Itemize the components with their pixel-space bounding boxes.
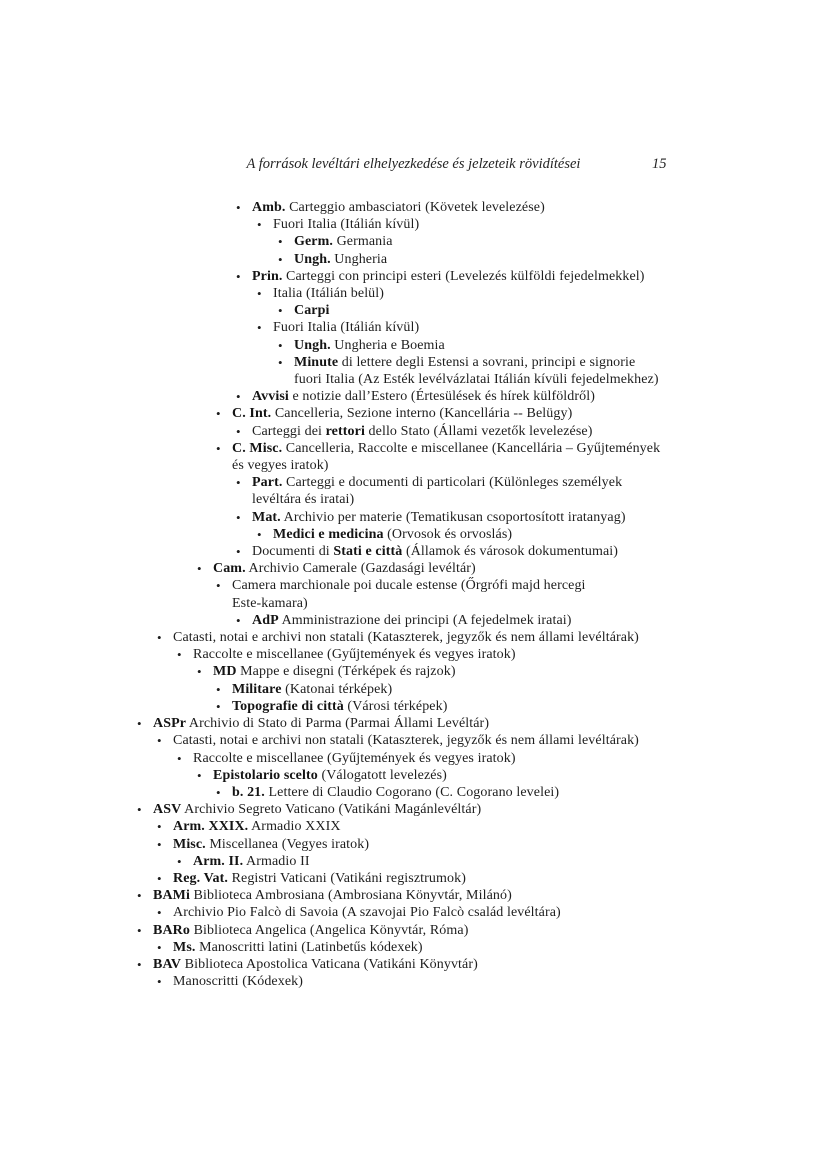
list-item	[0, 199, 827, 216]
list-item	[0, 560, 827, 577]
list-item-line: Este-kamara)	[232, 595, 308, 611]
list-item-line: Ungh. Ungheria	[294, 251, 388, 267]
bullet-icon: •	[177, 647, 182, 663]
bullet-icon: •	[137, 802, 142, 818]
list-item	[0, 732, 827, 749]
list-item	[0, 836, 827, 853]
bullet-icon: •	[236, 509, 241, 525]
list-item-line: ASPr Archivio di Stato di Parma (Parmai Állami Levéltár)	[153, 716, 490, 732]
list-item	[0, 956, 827, 973]
list-item	[0, 251, 827, 268]
list-item-line: Amb. Carteggio ambasciatori (Követek levelezése)	[252, 200, 545, 215]
list-item	[0, 767, 827, 784]
list-item	[0, 405, 827, 422]
list-item-line: Fuori Italia (Itálián kívül)	[273, 320, 420, 336]
list-item	[0, 526, 827, 543]
list-item-line: Carteggi dei rettori dello Stato (Állami vezetők levelezése)	[252, 423, 593, 439]
bullet-icon: •	[157, 630, 162, 646]
bullet-icon: •	[216, 578, 221, 594]
bullet-icon: •	[157, 939, 162, 955]
list-item	[0, 612, 827, 629]
bullet-icon: •	[278, 337, 283, 353]
list-item	[0, 354, 827, 388]
list-item-line: Avvisi e notizie dall’Estero (Értesülések és hírek külföldről)	[252, 389, 596, 405]
list-item-line: Catasti, notai e archivi non statali (Kataszterek, jegyzők és nem állami levéltárak)	[173, 630, 639, 646]
list-item-line: levéltára és iratai)	[252, 492, 355, 508]
bullet-icon: •	[278, 303, 283, 319]
bullet-icon: •	[137, 716, 142, 732]
list-item-line: BAV Biblioteca Apostolica Vaticana (Vatikáni Könyvtár)	[153, 956, 478, 972]
bullet-icon: •	[157, 974, 162, 990]
list-item-line: és vegyes iratok)	[232, 458, 329, 474]
list-item-line: Ms. Manoscritti latini (Latinbetűs kódexek)	[173, 939, 423, 955]
bullet-icon: •	[157, 870, 162, 886]
list-item	[0, 904, 827, 921]
list-item-line: ASV Archivio Segreto Vaticano (Vatikáni Magánlevéltár)	[153, 802, 482, 818]
bullet-icon: •	[137, 922, 142, 938]
bullet-icon: •	[236, 544, 241, 560]
list-item-line: Reg. Vat. Registri Vaticani (Vatikáni regisztrumok)	[173, 870, 466, 886]
list-item-line: Cam. Archivio Camerale (Gazdasági levéltár)	[213, 561, 476, 577]
bullet-icon: •	[216, 406, 221, 422]
bullet-icon: •	[216, 681, 221, 697]
abbreviation-list	[0, 199, 827, 990]
list-item-line: Militare (Katonai térképek)	[232, 681, 393, 697]
list-item	[0, 973, 827, 990]
list-item-line: Epistolario scelto (Válogatott levelezés)	[213, 767, 447, 783]
bullet-icon: •	[236, 475, 241, 491]
list-item	[0, 629, 827, 646]
list-item-line: Raccolte e miscellanee (Gyűjtemények és vegyes iratok)	[193, 647, 516, 663]
bullet-icon: •	[236, 612, 241, 628]
page-number: 15	[652, 156, 667, 172]
list-item	[0, 715, 827, 732]
list-item	[0, 423, 827, 440]
bullet-icon: •	[216, 698, 221, 714]
list-item	[0, 939, 827, 956]
list-item	[0, 801, 827, 818]
bullet-icon: •	[236, 268, 241, 284]
list-item-line: fuori Italia (Az Esték levélvázlatai Itálián kívüli fejedelmekhez)	[294, 372, 659, 388]
list-item-line: b. 21. Lettere di Claudio Cogorano (C. Cogorano levelei)	[232, 784, 560, 800]
list-item-line: Misc. Miscellanea (Vegyes iratok)	[173, 836, 370, 852]
bullet-icon: •	[236, 389, 241, 405]
list-item-line: Medici e medicina (Orvosok és orvoslás)	[273, 526, 513, 542]
list-item	[0, 870, 827, 887]
list-item-line: BARo Biblioteca Angelica (Angelica Könyvtár, Róma)	[153, 922, 469, 938]
list-item-line: BAMi Biblioteca Ambrosiana (Ambrosiana Könyvtár, Milánó)	[153, 888, 512, 904]
list-item	[0, 268, 827, 285]
bullet-icon: •	[157, 819, 162, 835]
list-item	[0, 302, 827, 319]
bullet-icon: •	[197, 561, 202, 577]
list-item-line: Catasti, notai e archivi non statali (Kataszterek, jegyzők és nem állami levéltárak)	[173, 733, 639, 749]
bullet-icon: •	[157, 905, 162, 921]
list-item-line: Manoscritti (Kódexek)	[173, 974, 304, 990]
bullet-icon: •	[257, 526, 262, 542]
list-item	[0, 233, 827, 250]
bullet-icon: •	[177, 750, 182, 766]
bullet-icon: •	[157, 836, 162, 852]
list-item-line: Germ. Germania	[294, 234, 393, 250]
bullet-icon: •	[197, 767, 202, 783]
list-item	[0, 509, 827, 526]
bullet-icon: •	[278, 251, 283, 267]
list-item	[0, 474, 827, 508]
list-item	[0, 440, 827, 474]
bullet-icon: •	[157, 733, 162, 749]
list-item-line: Carpi	[294, 303, 330, 319]
list-item	[0, 646, 827, 663]
list-item	[0, 818, 827, 835]
list-item	[0, 922, 827, 939]
list-item	[0, 285, 827, 302]
list-item-line: Fuori Italia (Itálián kívül)	[273, 217, 420, 233]
list-item	[0, 887, 827, 904]
list-item-line: Minute di lettere degli Estensi a sovrani, principi e signorie	[294, 354, 636, 370]
list-item-line: Prin. Carteggi con principi esteri (Levelezés külföldi fejedelmekkel)	[252, 268, 645, 284]
list-item	[0, 681, 827, 698]
bullet-icon: •	[257, 286, 262, 302]
list-item	[0, 663, 827, 680]
list-item-line: C. Int. Cancelleria, Sezione interno (Kancellária -- Belügy)	[232, 406, 573, 422]
list-item	[0, 388, 827, 405]
list-item-line: C. Misc. Cancelleria, Raccolte e miscellanee (Kancellária – Gyűjtemények	[232, 440, 661, 456]
list-item	[0, 216, 827, 233]
bullet-icon: •	[216, 784, 221, 800]
list-item-line: Archivio Pio Falcò di Savoia (A szavojai Pio Falcò család levéltára)	[173, 905, 561, 921]
bullet-icon: •	[257, 320, 262, 336]
bullet-icon: •	[216, 440, 221, 456]
bullet-icon: •	[236, 200, 241, 215]
bullet-icon: •	[137, 956, 142, 972]
list-item	[0, 319, 827, 336]
list-item	[0, 853, 827, 870]
list-item-line: Part. Carteggi e documenti di particolari (Különleges személyek	[252, 475, 623, 491]
list-item	[0, 577, 827, 611]
bullet-icon: •	[278, 234, 283, 250]
bullet-icon: •	[137, 888, 142, 904]
list-item-line: Arm. II. Armadio II	[193, 853, 310, 869]
bullet-icon: •	[197, 664, 202, 680]
bullet-icon: •	[278, 354, 283, 370]
list-item-line: Camera marchionale poi ducale estense (Őrgrófi majd hercegi	[232, 578, 586, 594]
list-item	[0, 784, 827, 801]
list-item-line: Topografie di città (Városi térképek)	[232, 698, 448, 714]
list-item-line: AdP Amministrazione dei principi (A fejedelmek iratai)	[252, 612, 572, 628]
list-item-line: Mat. Archivio per materie (Tematikusan csoportosított iratanyag)	[252, 509, 626, 525]
bullet-icon: •	[257, 217, 262, 233]
list-item-line: Raccolte e miscellanee (Gyűjtemények és vegyes iratok)	[193, 750, 516, 766]
list-item-line: Ungh. Ungheria e Boemia	[294, 337, 445, 353]
running-header-title: A források levéltári elhelyezkedése és jelzeteik rövidítései	[246, 156, 581, 172]
list-item-line: Italia (Itálián belül)	[273, 286, 385, 302]
list-item-line: Documenti di Stati e città (Államok és városok dokumentumai)	[252, 544, 619, 560]
bullet-icon: •	[236, 423, 241, 439]
list-item-line: MD Mappe e disegni (Térképek és rajzok)	[213, 664, 456, 680]
list-item	[0, 337, 827, 354]
list-item	[0, 698, 827, 715]
list-item-line: Arm. XXIX. Armadio XXIX	[173, 819, 341, 835]
list-item	[0, 543, 827, 560]
list-item	[0, 750, 827, 767]
bullet-icon: •	[177, 853, 182, 869]
